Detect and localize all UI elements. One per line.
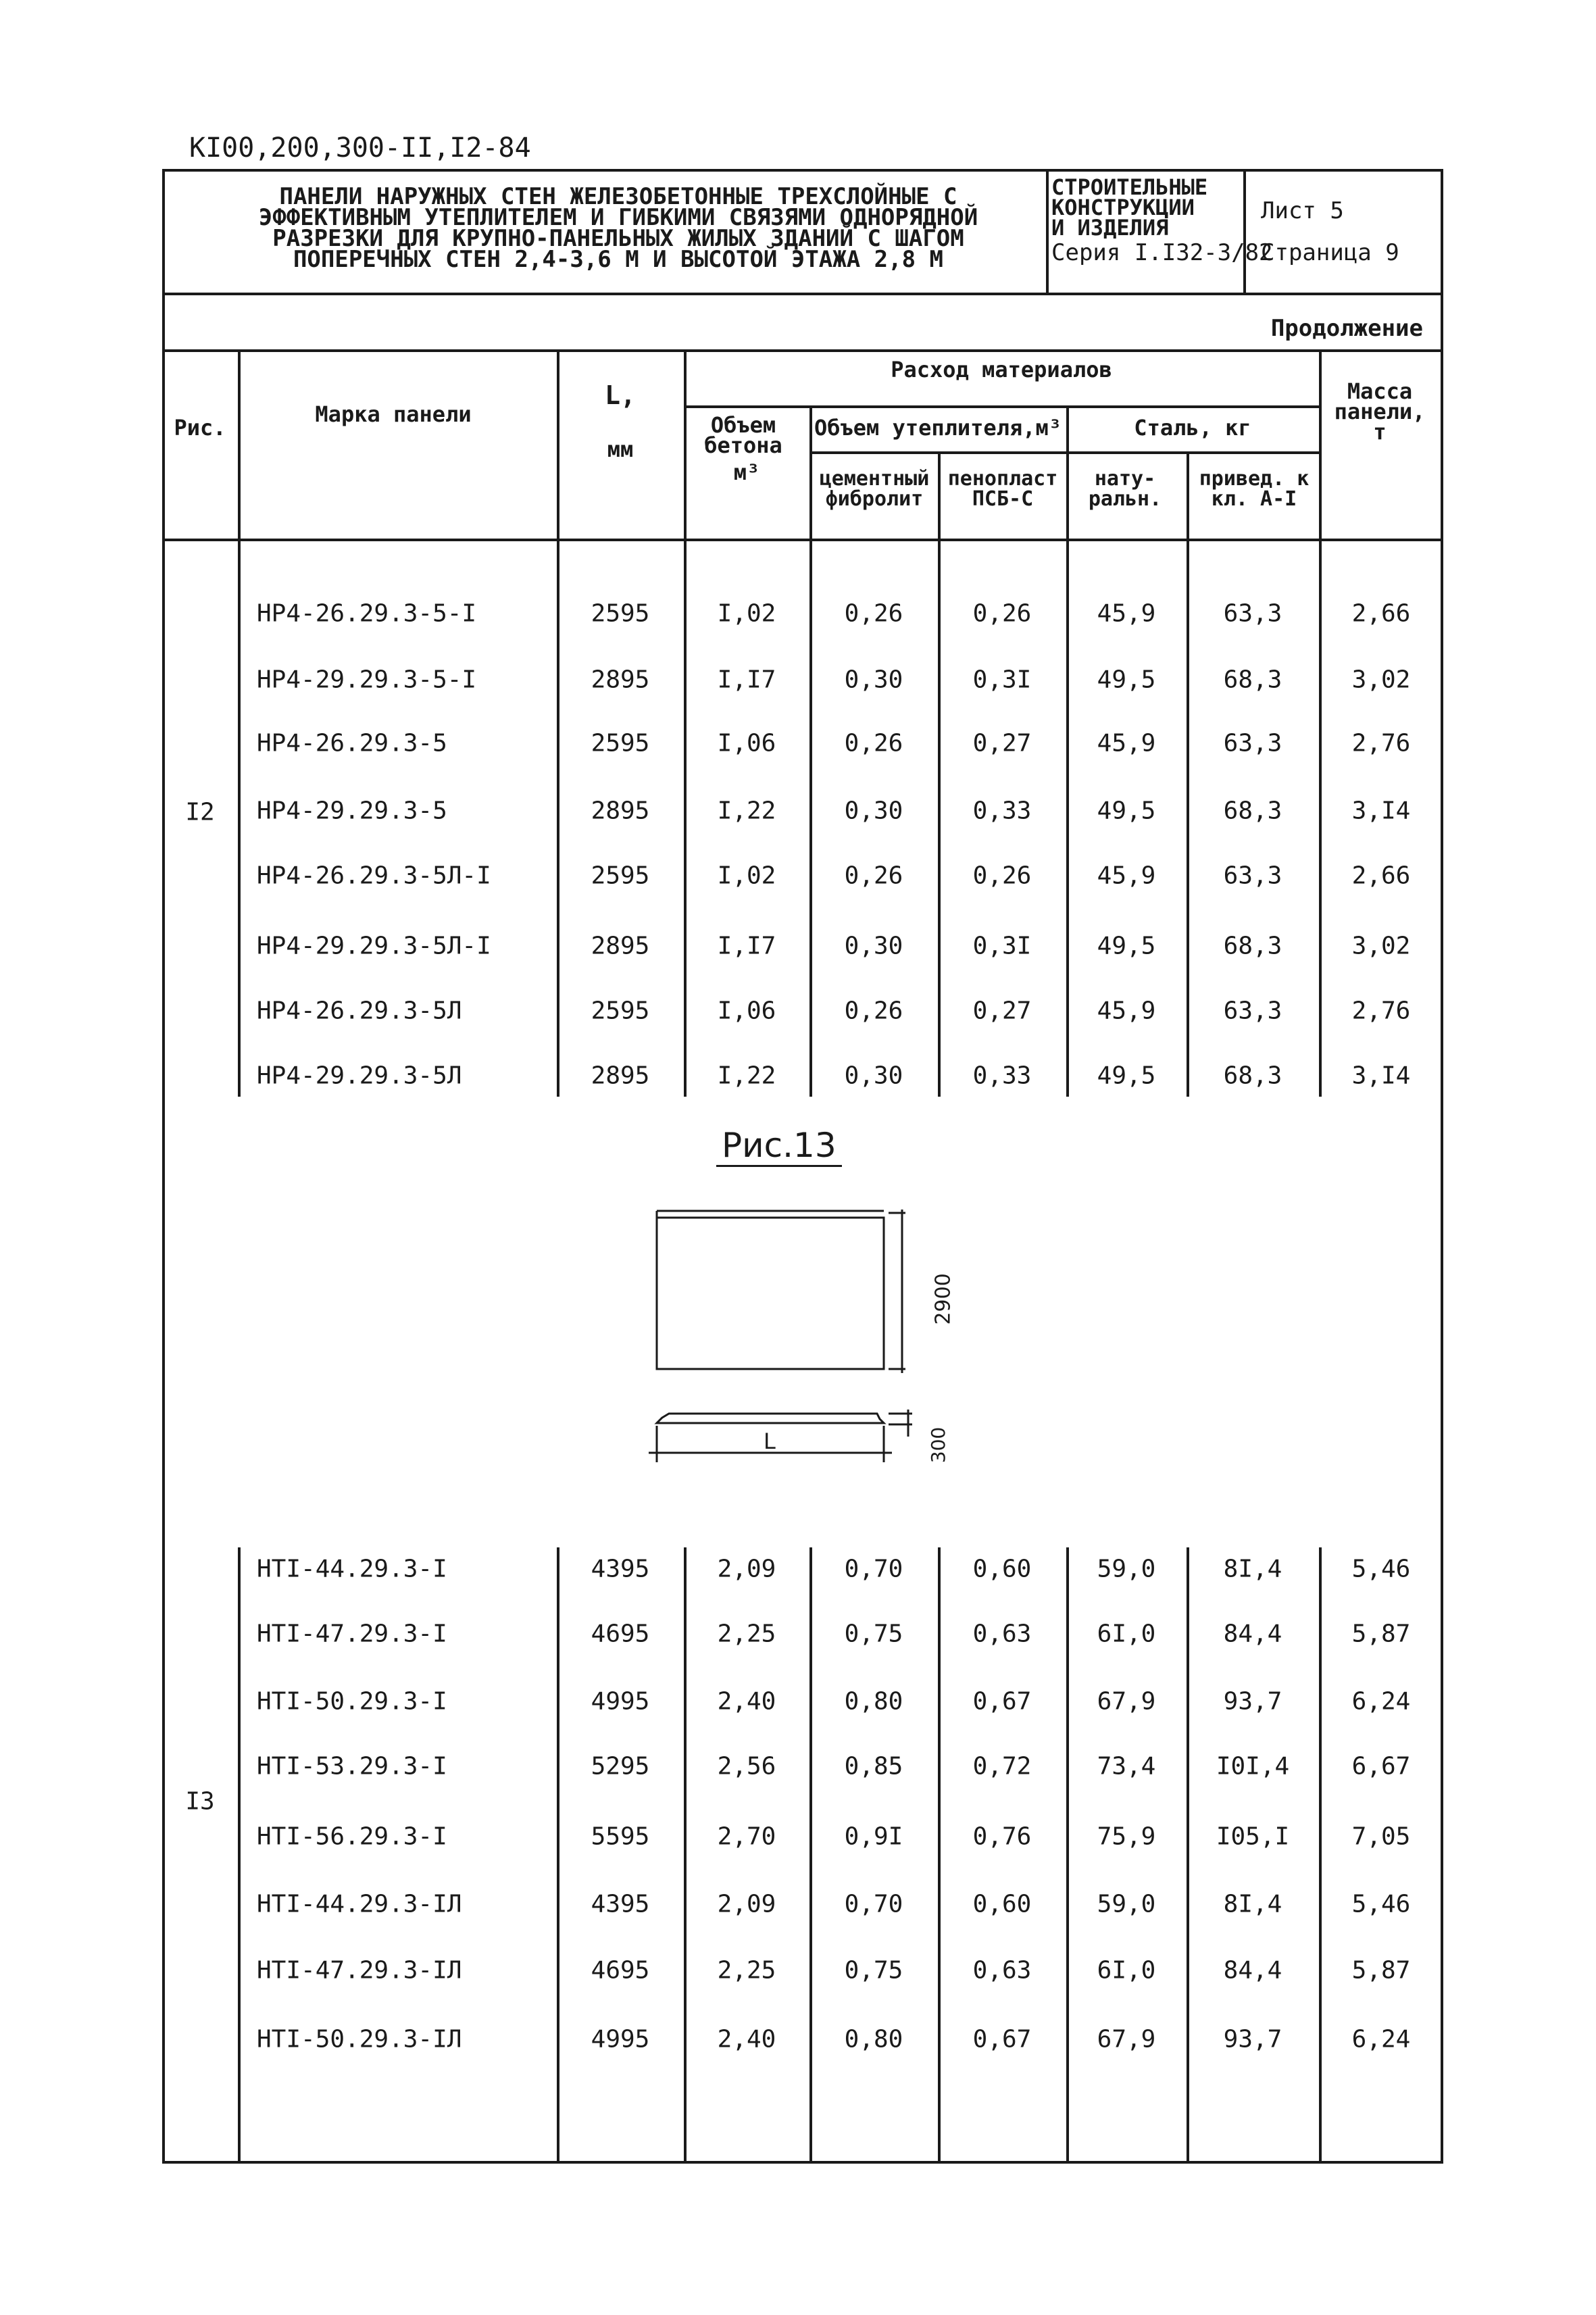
row-mark: НР4-29.29.3-5Л-I xyxy=(257,932,491,960)
col-line-mark xyxy=(238,349,241,1097)
row-cell: 0,33 xyxy=(972,1062,1032,1090)
row-cell: 49,5 xyxy=(1097,1062,1156,1090)
row-cell: 0,27 xyxy=(972,729,1032,757)
row-cell: 2895 xyxy=(591,1062,650,1090)
document-title: ПАНЕЛИ НАРУЖНЫХ СТЕН ЖЕЛЕЗОБЕТОННЫЕ ТРЕХСЛОЙНЫЕ С ЭФФЕКТИВНЫМ УТЕПЛИТЕЛЕМ И ГИБКИМИ СВЯЗЯМИ ОДНОРЯДНОЙ РАЗРЕЗКИ ДЛЯ КРУПНО-ПАНЕЛЬНЫХ ЖИЛЫХ ЗДАНИЙ С ШАГОМ ПОПЕРЕЧНЫХ СТЕН 2,4-3,6 М И ВЫСОТОЙ ЭТАЖА 2,8 М xyxy=(258,183,978,273)
row-cell: 5,87 xyxy=(1351,1620,1411,1648)
row-mark: НТI-56.29.3-I xyxy=(257,1822,447,1851)
row-mark: НР4-26.29.3-5Л-I xyxy=(257,862,491,890)
row-cell: 2,25 xyxy=(717,1620,776,1648)
header-bottom-line xyxy=(162,539,1443,541)
row-cell: 0,26 xyxy=(972,862,1032,890)
row-cell: I,02 xyxy=(717,862,776,890)
row-cell: 4395 xyxy=(591,1555,650,1583)
row-mark: НТI-53.29.3-I xyxy=(257,1752,447,1781)
header-steel-red: привед. к кл. А-I xyxy=(1199,467,1310,511)
row-cell: 8I,4 xyxy=(1223,1890,1282,1918)
row-cell: 63,3 xyxy=(1223,862,1282,890)
row-mark: НТI-50.29.3-I xyxy=(257,1687,447,1716)
row-cell: 0,26 xyxy=(844,862,903,890)
header-fibrolite: цементный фибролит xyxy=(819,467,930,511)
row-mark: НТI-47.29.3-I xyxy=(257,1620,447,1648)
row-cell: 0,26 xyxy=(844,729,903,757)
row-cell: 2,09 xyxy=(717,1555,776,1583)
header-line-materials xyxy=(684,405,1319,408)
header-fig: Рис. xyxy=(174,415,226,441)
col-line-length xyxy=(557,349,559,1097)
row-cell: 0,9I xyxy=(844,1822,903,1851)
header-length-unit: мм xyxy=(607,437,634,462)
row-cell: 2895 xyxy=(591,932,650,960)
row-cell: I,06 xyxy=(717,729,776,757)
row-cell: I,I7 xyxy=(717,666,776,694)
row-cell: I,02 xyxy=(717,599,776,628)
row-cell: 0,76 xyxy=(972,1822,1032,1851)
row-cell: 3,02 xyxy=(1351,932,1411,960)
dim-height-label: 2900 xyxy=(931,1273,955,1325)
continuation-label: Продолжение xyxy=(1270,315,1423,342)
row-cell: 49,5 xyxy=(1097,797,1156,825)
row-cell: 2,09 xyxy=(717,1890,776,1918)
row-cell: I,06 xyxy=(717,997,776,1025)
row-cell: 5,46 xyxy=(1351,1555,1411,1583)
fig-13-label: I3 xyxy=(185,1787,215,1816)
row-cell: 0,75 xyxy=(844,1956,903,1985)
header-concrete: Объем бетона xyxy=(704,412,782,458)
title-block-bottom-line xyxy=(162,293,1443,295)
row-cell: 0,85 xyxy=(844,1752,903,1781)
row-cell: 0,26 xyxy=(844,599,903,628)
row-cell: 0,67 xyxy=(972,1687,1032,1716)
row-cell: 6,24 xyxy=(1351,2025,1411,2053)
row-cell: 0,60 xyxy=(972,1890,1032,1918)
row-cell: 68,3 xyxy=(1223,1062,1282,1090)
row-cell: 3,02 xyxy=(1351,666,1411,694)
row-cell: 93,7 xyxy=(1223,2025,1282,2053)
row-mark: НТI-44.29.3-IЛ xyxy=(257,1890,462,1918)
figure-caption: Рис.13 xyxy=(716,1126,842,1167)
row-cell: 0,80 xyxy=(844,1687,903,1716)
header-insulation: Объем утеплителя,м³ xyxy=(814,415,1062,441)
row-cell: 68,3 xyxy=(1223,932,1282,960)
row-cell: 0,70 xyxy=(844,1555,903,1583)
row-cell: 2595 xyxy=(591,729,650,757)
panel-drawing xyxy=(635,1203,973,1473)
row-cell: 2595 xyxy=(591,997,650,1025)
row-cell: 45,9 xyxy=(1097,997,1156,1025)
stamp-series: Серия I.I32-3/82 xyxy=(1051,239,1273,266)
row-cell: I,22 xyxy=(717,797,776,825)
row-mark: НР4-26.29.3-5-I xyxy=(257,599,477,628)
row-cell: 2,25 xyxy=(717,1956,776,1985)
row-cell: 63,3 xyxy=(1223,729,1282,757)
row-cell: 75,9 xyxy=(1097,1822,1156,1851)
row-mark: НТI-47.29.3-IЛ xyxy=(257,1956,462,1985)
row-cell: 2895 xyxy=(591,666,650,694)
row-cell: 5,46 xyxy=(1351,1890,1411,1918)
fig-12-label: I2 xyxy=(185,798,215,826)
row-cell: 0,72 xyxy=(972,1752,1032,1781)
row-cell: 0,75 xyxy=(844,1620,903,1648)
title-divider xyxy=(1046,169,1049,294)
col-line-concrete xyxy=(684,349,687,1097)
row-cell: 68,3 xyxy=(1223,666,1282,694)
header-mark: Марка панели xyxy=(315,401,472,427)
row-cell: 2,66 xyxy=(1351,862,1411,890)
header-materials: Расход материалов xyxy=(891,357,1112,382)
row-cell: 0,63 xyxy=(972,1620,1032,1648)
row-cell: 3,I4 xyxy=(1351,797,1411,825)
row-cell: I0I,4 xyxy=(1216,1752,1290,1781)
row-cell: 0,26 xyxy=(972,599,1032,628)
row-cell: 68,3 xyxy=(1223,797,1282,825)
row-cell: 84,4 xyxy=(1223,1620,1282,1648)
header-steel: Сталь, кг xyxy=(1134,415,1251,441)
row-cell: 4995 xyxy=(591,2025,650,2053)
row-cell: 59,0 xyxy=(1097,1555,1156,1583)
row-cell: 2,76 xyxy=(1351,729,1411,757)
row-mark: НР4-26.29.3-5 xyxy=(257,729,447,757)
row-cell: 84,4 xyxy=(1223,1956,1282,1985)
page-number: Страница 9 xyxy=(1261,239,1399,266)
row-mark: НТI-44.29.3-I xyxy=(257,1555,447,1583)
row-mark: НР4-29.29.3-5Л xyxy=(257,1062,462,1090)
row-cell: 2,66 xyxy=(1351,599,1411,628)
row-cell: 4695 xyxy=(591,1620,650,1648)
row-cell: 0,30 xyxy=(844,666,903,694)
stamp-line-3: И ИЗДЕЛИЯ xyxy=(1051,215,1169,241)
row-cell: 5,87 xyxy=(1351,1956,1411,1985)
row-cell: 2595 xyxy=(591,599,650,628)
stamp-line-1: СТРОИТЕЛЬНЫЕ xyxy=(1051,174,1208,200)
col-line-mark-lower xyxy=(238,1547,241,2164)
row-cell: 0,30 xyxy=(844,932,903,960)
row-cell: 45,9 xyxy=(1097,599,1156,628)
row-cell: I05,I xyxy=(1216,1822,1290,1851)
row-cell: I,I7 xyxy=(717,932,776,960)
col-line-mass xyxy=(1319,349,1322,1097)
header-foam: пенопласт ПСБ-С xyxy=(947,467,1058,511)
row-cell: 0,80 xyxy=(844,2025,903,2053)
row-cell: 49,5 xyxy=(1097,932,1156,960)
header-mass: Массa панели, т xyxy=(1334,378,1426,445)
row-cell: 5295 xyxy=(591,1752,650,1781)
row-cell: I,22 xyxy=(717,1062,776,1090)
row-cell: 2895 xyxy=(591,797,650,825)
row-cell: 2,70 xyxy=(717,1822,776,1851)
row-cell: 2,56 xyxy=(717,1752,776,1781)
row-cell: 2595 xyxy=(591,862,650,890)
row-cell: 8I,4 xyxy=(1223,1555,1282,1583)
row-cell: 2,76 xyxy=(1351,997,1411,1025)
row-cell: 2,40 xyxy=(717,2025,776,2053)
row-cell: 5595 xyxy=(591,1822,650,1851)
row-cell: 63,3 xyxy=(1223,997,1282,1025)
row-cell: 0,26 xyxy=(844,997,903,1025)
row-cell: 0,30 xyxy=(844,797,903,825)
row-cell: 2,40 xyxy=(717,1687,776,1716)
row-cell: 4395 xyxy=(591,1890,650,1918)
row-cell: 4695 xyxy=(591,1956,650,1985)
row-cell: 6,24 xyxy=(1351,1687,1411,1716)
row-cell: 6,67 xyxy=(1351,1752,1411,1781)
header-concrete-unit: м³ xyxy=(733,459,760,485)
row-cell: 45,9 xyxy=(1097,862,1156,890)
row-cell: 93,7 xyxy=(1223,1687,1282,1716)
row-cell: 59,0 xyxy=(1097,1890,1156,1918)
header-line-steel xyxy=(1066,451,1319,454)
header-top-line xyxy=(162,349,1443,352)
row-cell: 3,I4 xyxy=(1351,1062,1411,1090)
row-cell: 67,9 xyxy=(1097,2025,1156,2053)
dim-thickness-label: 300 xyxy=(927,1426,950,1464)
row-cell: 0,63 xyxy=(972,1956,1032,1985)
row-mark: НР4-29.29.3-5 xyxy=(257,797,447,825)
document-code: КI00,200,300-II,I2-84 xyxy=(189,132,531,164)
row-mark: НТI-50.29.3-IЛ xyxy=(257,2025,462,2053)
row-mark: НР4-26.29.3-5Л xyxy=(257,997,462,1025)
row-cell: 0,3I xyxy=(972,666,1032,694)
dim-length-label: L xyxy=(764,1428,776,1454)
row-cell: 6I,0 xyxy=(1097,1620,1156,1648)
stamp-divider xyxy=(1243,169,1246,294)
row-cell: 0,70 xyxy=(844,1890,903,1918)
row-cell: 73,4 xyxy=(1097,1752,1156,1781)
row-cell: 0,3I xyxy=(972,932,1032,960)
header-steel-nat: нату-ральн. xyxy=(1088,467,1162,511)
row-cell: 6I,0 xyxy=(1097,1956,1156,1985)
row-mark: НР4-29.29.3-5-I xyxy=(257,666,477,694)
row-cell: 0,67 xyxy=(972,2025,1032,2053)
header-length: L, xyxy=(605,380,636,410)
row-cell: 4995 xyxy=(591,1687,650,1716)
row-cell: 49,5 xyxy=(1097,666,1156,694)
row-cell: 0,60 xyxy=(972,1555,1032,1583)
row-cell: 67,9 xyxy=(1097,1687,1156,1716)
row-cell: 7,05 xyxy=(1351,1822,1411,1851)
sheet-number: Лист 5 xyxy=(1261,197,1344,224)
row-cell: 0,33 xyxy=(972,797,1032,825)
row-cell: 63,3 xyxy=(1223,599,1282,628)
stamp-line-2: КОНСТРУКЦИИ xyxy=(1051,195,1195,220)
row-cell: 0,27 xyxy=(972,997,1032,1025)
row-cell: 0,30 xyxy=(844,1062,903,1090)
row-cell: 45,9 xyxy=(1097,729,1156,757)
